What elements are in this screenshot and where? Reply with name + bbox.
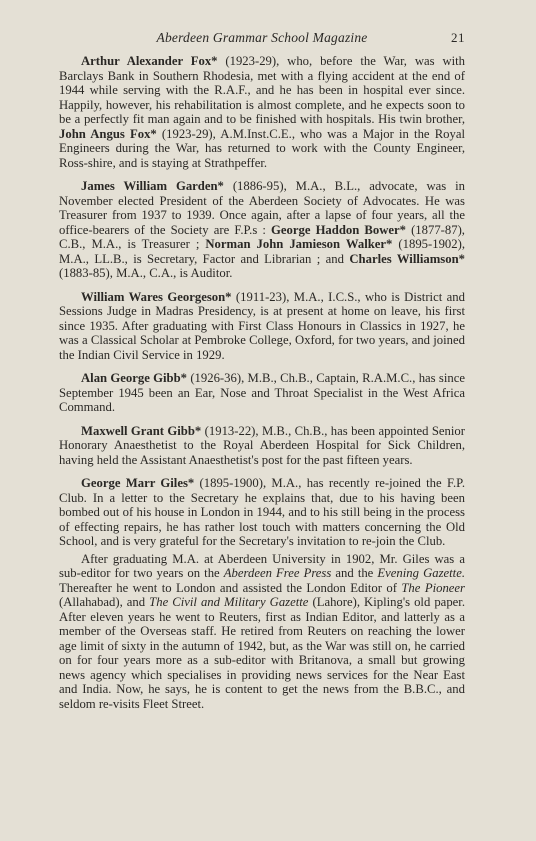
text-run: After graduating M.A. at Aberdeen University in 1902, Mr. Giles was a sub-editor for two years on the	[59, 551, 465, 580]
text-run: (1926-36), M.B., Ch.B., Captain, R.A.M.C., has since September 1945 been an Ear, Nose and Throat Specialist in the West Africa Command.	[59, 371, 465, 414]
person-name: John Angus Fox*	[59, 126, 157, 141]
publication-title: The Pioneer	[401, 580, 465, 595]
paragraph	[59, 290, 465, 363]
paragraph	[59, 54, 465, 170]
text-run: (Lahore), Kipling's old paper. After eleven years he went to Reuters, first as Indian Editor, and latterly as a member of the Overseas staff. He retired from Reuters on reaching the lower age limit of sixty in the autumn of 1942, but, as the War was still on, he carried on for four years more as a sub-editor with Britanova, a small but growing news agency which specialises in providing news services for the Near East and India. Now, he says, he is content to get the news from the B.B.C., and seldom re-visits Fleet Street.	[59, 595, 465, 711]
text-run: (1877-87), C.B., M.A., is Treasurer ;	[59, 222, 465, 251]
text-run: (1883-85), M.A., C.A., is Auditor.	[59, 266, 233, 280]
text-run: (1913-22), M.B., Ch.B., has been appointed Senior Honorary Anaesthetist to the Royal Aberdeen Hospital for Sick Children, having held the Assistant Anaesthetist's post for the past fifteen years.	[59, 423, 465, 467]
paragraph	[59, 476, 465, 549]
text-run: Thereafter he went to London and assisted the London Editor of	[59, 580, 402, 595]
person-name: Maxwell Grant Gibb*	[81, 423, 202, 438]
person-name: George Marr Giles*	[81, 476, 195, 490]
paragraph	[59, 424, 465, 468]
text-run: (1923-29), A.M.Inst.C.E., who was a Major in the Royal Engineers during the War, has returned to work with the County Engineer, Ross-shire, and is staying at Strathpeffer.	[59, 126, 466, 170]
person-name: George Haddon Bower*	[271, 222, 406, 237]
running-head	[59, 30, 465, 48]
text-run: (1895-1902), M.A., LL.B., is Secretary, Factor and Librarian ; and	[59, 237, 466, 266]
publication-title: Aberdeen Free Press	[223, 566, 332, 580]
journal-title: Aberdeen Grammar School Magazine	[156, 30, 368, 45]
person-name: Charles Williamson*	[349, 251, 465, 266]
paragraph	[59, 552, 465, 712]
text-run: (1886-95), M.A., B.L., advocate, was in November elected President of the Aberdeen Society of Advocates. He was Treasurer from 1937 to 1939. Once again, after a lapse of four years, all the office-bearers of the Society are F.P.s :	[59, 179, 466, 237]
person-name: Arthur Alexander Fox*	[81, 54, 218, 68]
paragraph	[59, 179, 465, 281]
text-run: (Allahabad), and	[59, 595, 150, 609]
text-run: (1911-23), M.A., I.C.S., who is District and Sessions Judge in Madras Presidency, is at present at home on leave, his first since 1935. After graduating with First Class Honours in Classics in 1927, he was a Classical Scholar at Pembroke College, Oxford, for two years, and joined the Indian Civil Service in 1929.	[59, 289, 465, 362]
person-name: Alan George Gibb*	[81, 371, 188, 385]
article-body	[59, 54, 465, 711]
text-run: (1923-29), who, before the War, was with Barclays Bank in Southern Rhodesia, met with a flying accident at the end of 1944 while serving with the R.A.F., and he has been in hospital ever since. Happily, however, his rehabilitation is almost complete, and he expects soon to be a perfectly fit man again and to be finished with hospitals. His twin brother,	[59, 54, 465, 126]
paragraph	[59, 371, 465, 415]
person-name: Norman John Jamieson Walker*	[205, 237, 393, 251]
publication-title: The Civil and Military Gazette	[149, 595, 309, 609]
text-run: (1895-1900), M.A., has recently re-joined the F.P. Club. In a letter to the Secretary he explains that, due to his having been bombed out of his house in London in 1944, and to his still being in the process of effecting repairs, he has rather lost touch with matters concerning the Old School, and is very grateful for the Secretary's invitation to re-join the Club.	[59, 476, 465, 548]
person-name: William Wares Georgeson*	[81, 289, 232, 304]
page-number: 21	[451, 30, 465, 45]
text-run: and the	[331, 566, 378, 580]
person-name: James William Garden*	[81, 179, 224, 193]
publication-title: Evening Gazette.	[377, 566, 465, 580]
